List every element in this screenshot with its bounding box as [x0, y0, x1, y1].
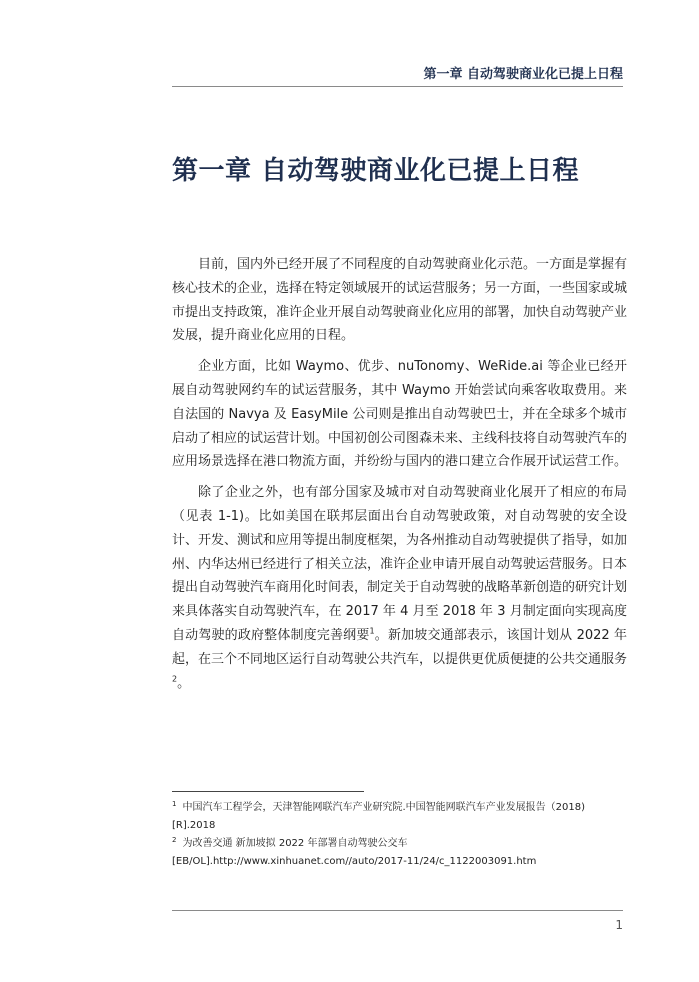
page-number: 1	[615, 918, 623, 932]
footer-divider	[172, 910, 623, 911]
body-text	[172, 253, 627, 702]
footnote-2-line-1	[172, 835, 627, 853]
running-header-title: 第一章 自动驾驶商业化已提上日程	[423, 67, 623, 82]
footnote-1-marker: 1	[172, 799, 177, 808]
paragraph-policies-part3: 。	[177, 675, 191, 691]
footnote-2-text: 为改善交通 新加坡拟 2022 年部署自动驾驶公交车	[182, 838, 408, 849]
footnote-2-marker: 2	[172, 835, 177, 844]
footnote-ref-2[interactable]: 2	[172, 674, 178, 684]
paragraph-policies	[172, 481, 627, 695]
paragraph-enterprises: 企业方面，比如 Waymo、优步、nuTonomy、WeRide.ai 等企业已经开展自动驾驶网约车的试运营服务，其中 Waymo 开始尝试向乘客收取费用。来自法国的 Navya 及 EasyMile 公司则是推出自动驾驶巴士，并在全球多个城市启动了相应的试运营计划。中国初创公司图森未来、主线科技将自动驾驶汽车的应用场景选择在港口物流方面，并纷纷与国内的港口建立合作展开试运营工作。	[172, 359, 628, 470]
footnote-divider	[172, 791, 364, 792]
header-divider	[172, 86, 623, 87]
footnote-ref-1[interactable]: 1	[369, 626, 375, 636]
footnote-1-text: 中国汽车工程学会，天津智能网联汽车产业研究院.中国智能网联汽车产业发展报告（2018)	[182, 802, 585, 813]
footnote-1-line-2: [R].2018	[172, 820, 216, 831]
footnote-1-line-1	[172, 799, 627, 817]
paragraph-intro: 目前，国内外已经开展了不同程度的自动驾驶商业化示范。一方面是掌握有核心技术的企业，选择在特定领域展开的试运营服务；另一方面，一些国家或城市提出支持政策，准许企业开展自动驾驶商业化应用的部署，加快自动驾驶产业发展，提升商业化应用的日程。	[172, 257, 628, 344]
footnote-2-url[interactable]: [EB/OL].http://www.xinhuanet.com//auto/2017-11/24/c_1122003091.htm	[172, 856, 537, 867]
paragraph-policies-part2: 。新加坡交通部表示，该国计划从 2022 年起，在三个不同地区运行自动驾驶公共汽车，以提供更优质便捷的公共交通服务	[172, 627, 628, 667]
footnotes	[172, 799, 627, 871]
paragraph-policies-part1: 除了企业之外，也有部分国家及城市对自动驾驶商业化展开了相应的布局（见表 1-1)。比如美国在联邦层面出台自动驾驶政策，对自动驾驶的安全设计、开发、测试和应用等提出制度框架，为各州推动自动驾驶提供了指导，如加州、内华达州已经进行了相关立法，准许企业申请开展自动驾驶运营服务。日本提出自动驾驶汽车商用化时间表，制定关于自动驾驶的战略革新创造的研究计划来具体落实自动驾驶汽车，在 2017 年 4 月至 2018 年 3 月制定面向实现高度自动驾驶的政府整体制度完善纲要	[172, 485, 628, 643]
chapter-title: 第一章 自动驾驶商业化已提上日程	[172, 156, 580, 186]
